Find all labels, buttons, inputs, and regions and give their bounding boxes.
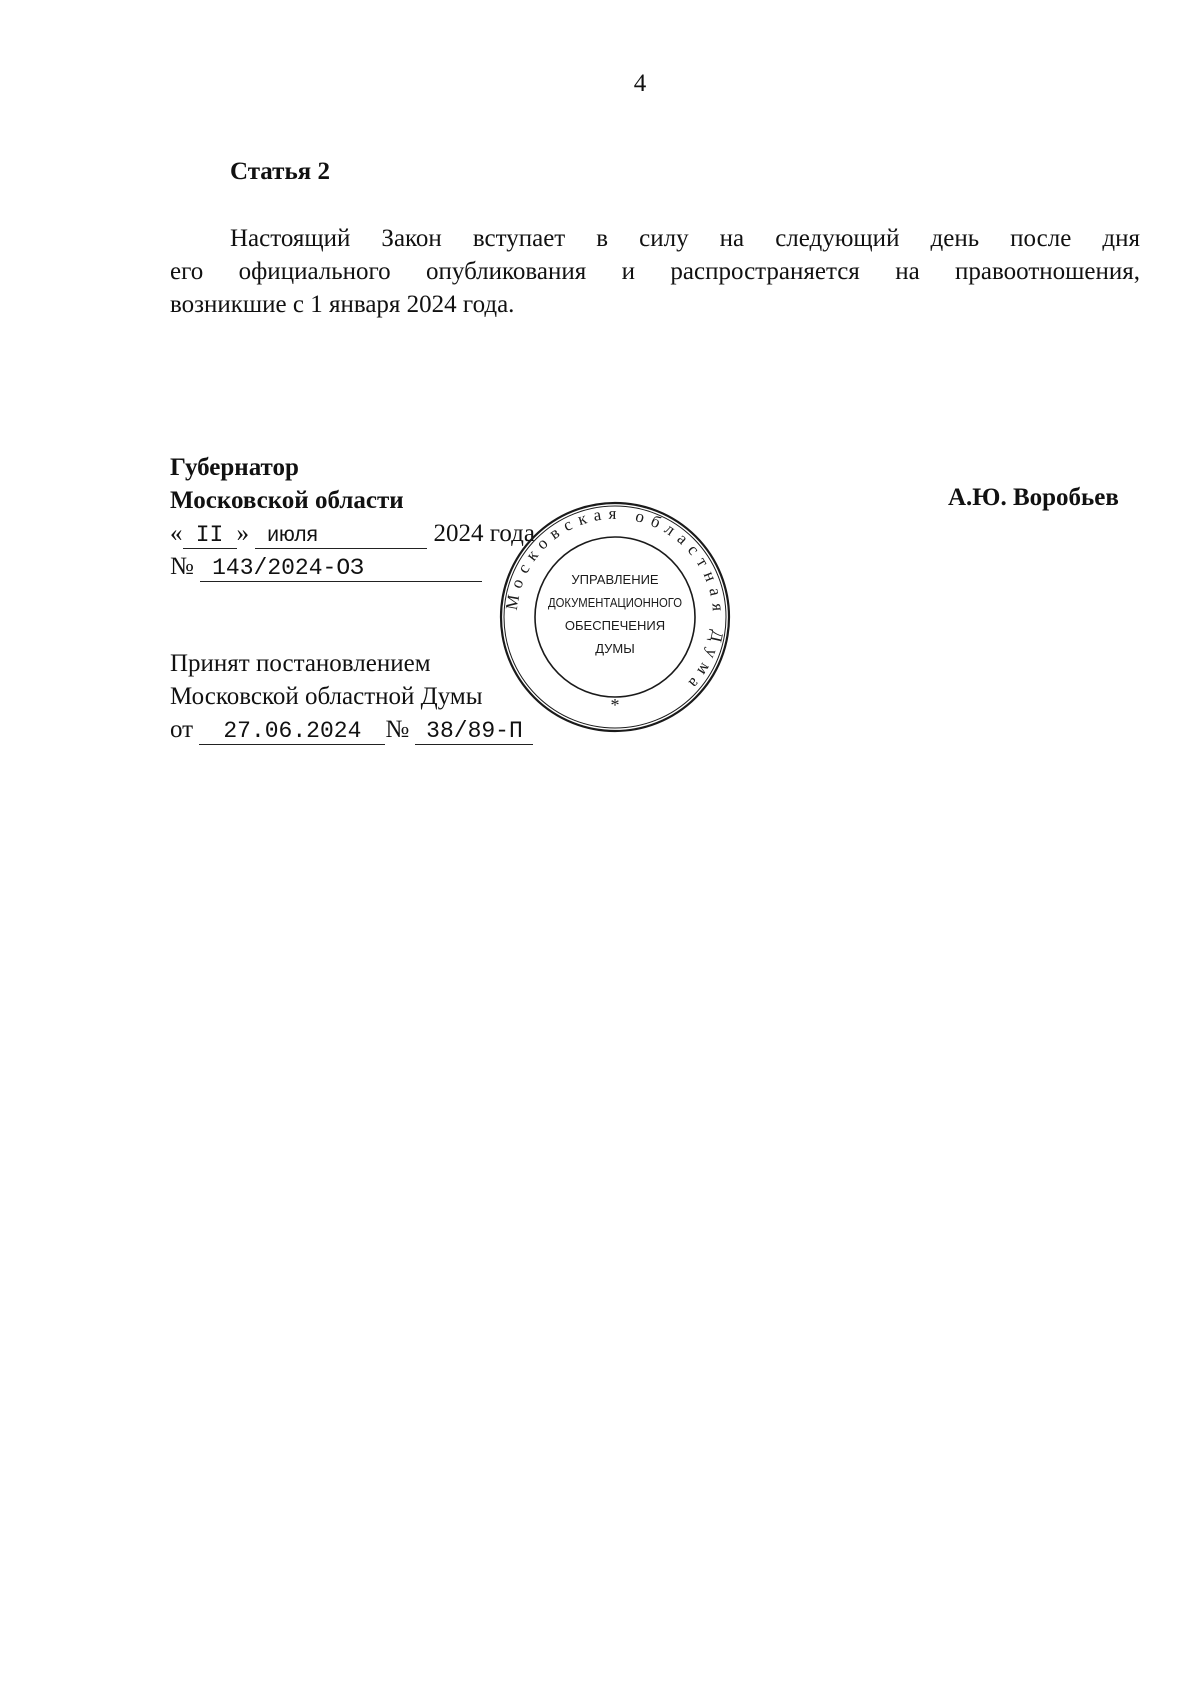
date-close-quote: » <box>236 520 249 547</box>
stamp-center-line: ДОКУМЕНТАЦИОННОГО <box>548 595 682 610</box>
stamp-star-mark: * <box>610 695 620 715</box>
stamp-inner-ring <box>535 537 695 697</box>
signer-position-line2: Московской области <box>170 487 404 514</box>
article-body-line: Настоящий Закон вступает в силу на следующий день после дня <box>230 225 1140 252</box>
article-body-line: его официального опубликования и распространяется на правоотношения, <box>170 258 1140 285</box>
adoption-line2: Московской областной Думы <box>170 683 483 710</box>
adoption-line1: Принят постановлением <box>170 650 431 677</box>
signing-month-field: июля <box>255 522 427 549</box>
article-body <box>170 222 1140 321</box>
adoption-block <box>170 647 533 746</box>
adoption-date-line <box>170 713 533 746</box>
stamp-ring-text: Московская областная Дума <box>501 503 729 698</box>
article-title: Статья 2 <box>230 158 330 185</box>
stamp-center-line: ОБЕСПЕЧЕНИЯ <box>564 618 666 633</box>
signature-block <box>170 451 535 583</box>
adoption-date-field: 27.06.2024 <box>199 718 385 745</box>
signer-name: А.Ю. Воробьев <box>948 484 1119 511</box>
adoption-number-label: № <box>385 716 410 743</box>
page-number: 4 <box>633 70 647 97</box>
official-seal-stamp <box>498 500 732 734</box>
law-number-line <box>170 550 535 583</box>
adoption-number-field: 38/89-П <box>415 718 533 745</box>
signing-day-field: II <box>183 522 237 549</box>
stamp-center-line: УПРАВЛЕНИЕ <box>571 572 659 587</box>
signing-year-text: 2024 года <box>433 520 535 547</box>
article-body-line: возникшие с 1 января 2024 года. <box>170 291 515 318</box>
date-open-quote: « <box>170 520 183 547</box>
signer-position-line1: Губернатор <box>170 454 299 481</box>
stamp-center-text <box>548 572 682 656</box>
signing-date-line <box>170 517 535 550</box>
adoption-date-label: от <box>170 716 194 743</box>
law-number-label: № <box>170 553 194 580</box>
stamp-center-line: ДУМЫ <box>595 641 635 656</box>
law-number-field: 143/2024-ОЗ <box>200 555 482 582</box>
